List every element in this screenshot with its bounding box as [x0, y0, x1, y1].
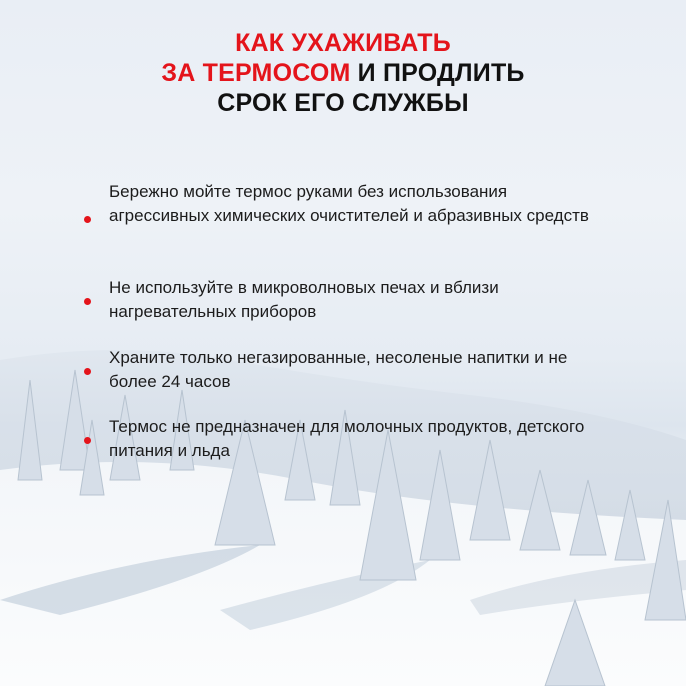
tip-text: Не используйте в микроволновых печах и вблизи нагревательных приборов: [109, 278, 499, 321]
title-line-2-accent: ЗА ТЕРМОСОМ: [161, 59, 351, 87]
tip-item: [84, 276, 609, 324]
red-bullet-icon: [84, 298, 91, 305]
title-line-3: СРОК ЕГО СЛУЖБЫ: [217, 89, 469, 117]
tip-text: Термос не предназначен для молочных продуктов, детского питания и льда: [109, 417, 585, 460]
red-bullet-icon: [84, 368, 91, 375]
red-bullet-icon: [84, 216, 91, 223]
tip-item: [84, 180, 609, 228]
red-bullet-icon: [84, 437, 91, 444]
tip-item: [84, 415, 609, 463]
tip-text: Храните только негазированные, несоленые напитки и не более 24 часов: [109, 348, 568, 391]
title-line-1: КАК УХАЖИВАТЬ: [235, 29, 451, 57]
title-line-2: [0, 58, 686, 88]
page-title: [0, 28, 686, 118]
tip-item: [84, 346, 609, 394]
title-line-2-rest: И ПРОДЛИТЬ: [350, 59, 525, 87]
tip-text: Бережно мойте термос руками без использования агрессивных химических очистителей и абразивных средств: [109, 182, 589, 225]
